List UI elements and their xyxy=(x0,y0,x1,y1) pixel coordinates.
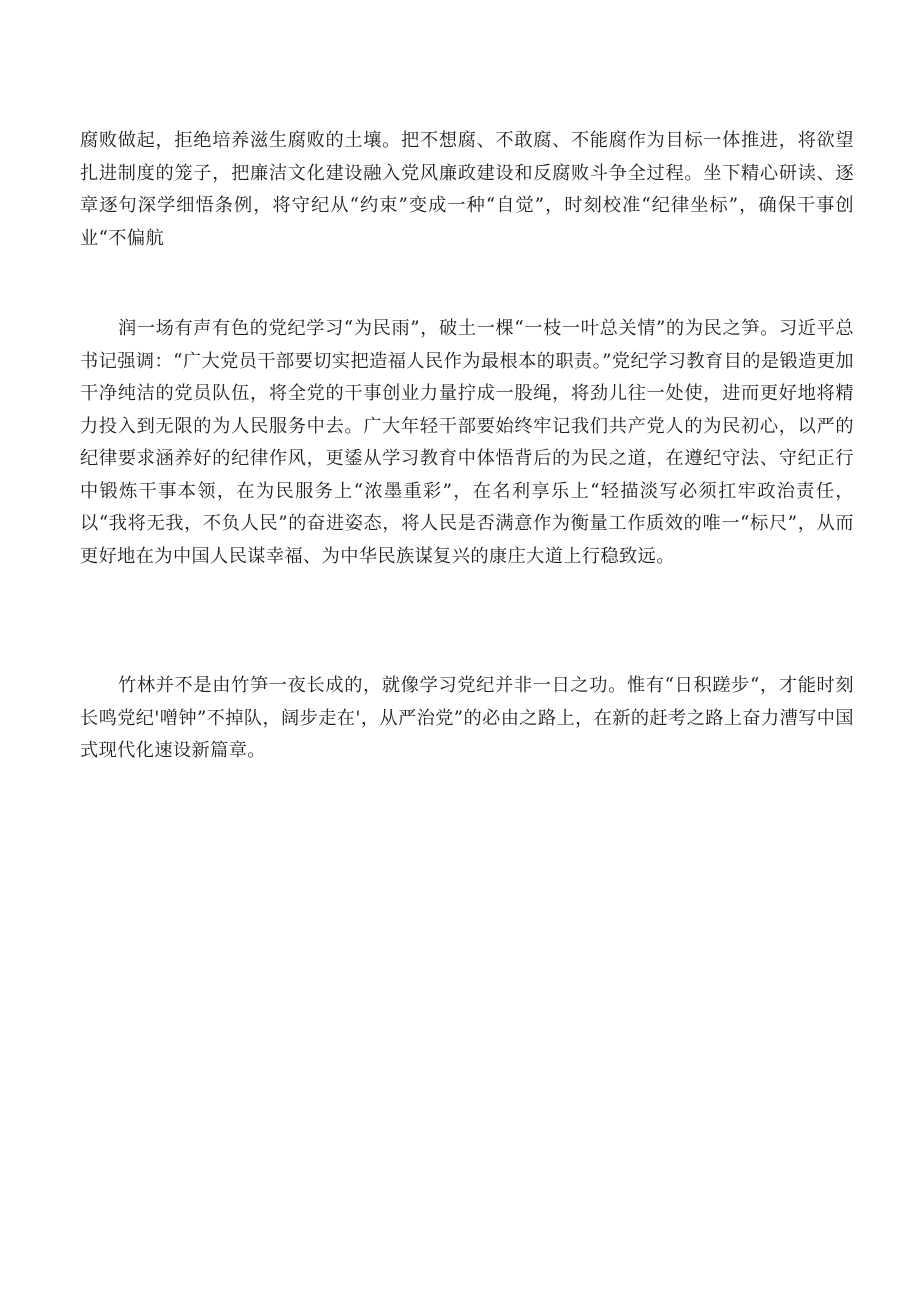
paragraph-conclusion: 竹林并不是由竹笋一夜长成的，就像学习党纪并非一日之功。惟有“日积蹉步“，才能时刻长鸣党纪'噌钟”不掉队，阔步走在'，从严治党”的必由之路上，在新的赶考之路上奋力漕写中国式现代化速设新篇章。 xyxy=(80,675,854,761)
paragraph-anti-corruption: 腐败做起，拒绝培养滋生腐败的土壤。把不想腐、不敢腐、不能腐作为目标一体推进，将欲望扎进制度的笼子，把廉洁文化建设融入党风廉政建设和反腐败斗争全过程。坐下精心研读、逐章逐句深学细悟条例，将守纪从“约束”变成一种“自觉”，时刻校准“纪律坐标”，确保干事创业“不偏航 xyxy=(80,130,854,249)
paragraph-serve-people: 润一场有声有色的党纪学习“为民雨”，破土一棵“一枝一叶总关情”的为民之笋。习近平总书记强调：“广大党员干部要切实把造福人民作为最根本的职责。”党纪学习教育目的是锻造更加干净纯洁的党员队伍，将全党的干事创业力量拧成一股绳，将劲儿往一处使，进而更好地将精力投入到无限的为人民服务中去。广大年轻干部要始终牢记我们共产党人的为民初心，以严的纪律要求涵养好的纪律作风，更鋈从学习教育中体悟背后的为民之道，在遵纪守法、守纪正行中锻炼干事本领，在为民服务上“浓墨重彩”，在名利享乐上“轻描淡写必须扛牢政治责任，以“我将无我，不负人民”的奋进姿态，将人民是否满意作为衡量工作质效的唯一“标尺”，从而更好地在为中国人民谋幸福、为中华民族谋复兴的康庄大道上行稳致远。 xyxy=(80,318,854,567)
